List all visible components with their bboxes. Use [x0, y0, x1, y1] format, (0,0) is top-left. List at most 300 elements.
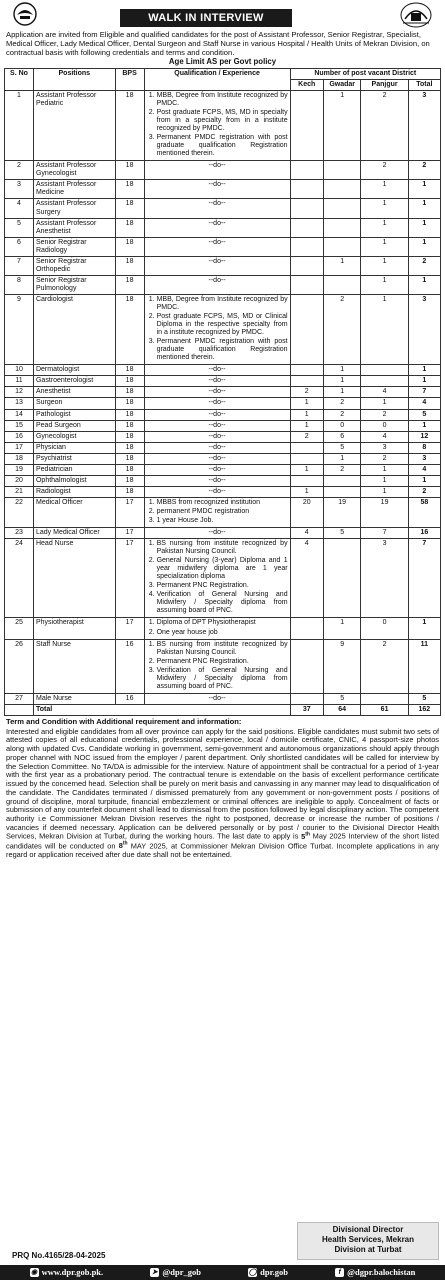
cell-gwadar: 1: [323, 618, 361, 639]
cell-total: 1: [408, 618, 440, 639]
cell-total: 5: [408, 693, 440, 704]
qualification-list: [147, 641, 288, 691]
terms-title: Term and Condition with Additional requirement and information:: [6, 716, 242, 726]
cell-gwadar: 1: [323, 453, 361, 464]
cell-panjgur: 1: [361, 180, 408, 199]
cell-position: Assistant Professor Surgery: [33, 199, 115, 218]
cell-position: Cardiologist: [33, 294, 115, 364]
cell-bps: 18: [115, 161, 144, 180]
cell-gwadar: [323, 199, 361, 218]
qualification-list: [147, 619, 288, 636]
cell-total: 12: [408, 431, 440, 442]
header-positions: Positions: [33, 68, 115, 90]
cell-kech: 2: [290, 431, 323, 442]
cell-total: 1: [408, 237, 440, 256]
total-p: 61: [361, 704, 408, 715]
cell-empty: [5, 704, 34, 715]
cell-position: Surgeon: [33, 398, 115, 409]
cell-kech: [290, 180, 323, 199]
cell-gwadar: 5: [323, 528, 361, 539]
cell-panjgur: 1: [361, 464, 408, 475]
cell-sno: 24: [5, 539, 34, 618]
cell-gwadar: 0: [323, 420, 361, 431]
cell-panjgur: [361, 376, 408, 387]
cell-position: Assistant Professor Gynecologist: [33, 161, 115, 180]
table-row: [5, 453, 441, 464]
cell-position: Lady Medical Officer: [33, 528, 115, 539]
cell-gwadar: 9: [323, 639, 361, 693]
cell-qualification: --do--: [144, 420, 290, 431]
cell-gwadar: 6: [323, 431, 361, 442]
intro-paragraph: Application are invited from Eligible and qualified candidates for the post of Assistant Professor, Senior Registrar, Specialist, Medical Officer, Lady Medical Officer, Dental Surgeon and Staff Nurse in various Hospital / Health Units of Mekran Division, on contractual basis with following credentials and terms and condition.: [6, 30, 430, 57]
cell-panjgur: 1: [361, 237, 408, 256]
cell-kech: 1: [290, 486, 323, 497]
cell-qualification: --do--: [144, 486, 290, 497]
cell-position: Head Nurse: [33, 539, 115, 618]
cell-bps: 18: [115, 453, 144, 464]
cell-kech: [290, 294, 323, 364]
prq-number: PRQ No.4165/28-04-2025: [12, 1251, 106, 1260]
cell-panjgur: 2: [361, 639, 408, 693]
cell-kech: 1: [290, 398, 323, 409]
cell-qualification: [144, 639, 290, 693]
cell-sno: 3: [5, 180, 34, 199]
cell-panjgur: 1: [361, 475, 408, 486]
cell-qualification: --do--: [144, 398, 290, 409]
cell-sno: 26: [5, 639, 34, 693]
cell-gwadar: 5: [323, 693, 361, 704]
table-row: [5, 475, 441, 486]
table-row: [5, 539, 441, 618]
cell-panjgur: 0: [361, 420, 408, 431]
cell-position: Male Nurse: [33, 693, 115, 704]
cell-gwadar: [323, 275, 361, 294]
cell-qualification: --do--: [144, 365, 290, 376]
total-k: 37: [290, 704, 323, 715]
cell-total: 1: [408, 475, 440, 486]
cell-kech: 2: [290, 387, 323, 398]
cell-sno: 21: [5, 486, 34, 497]
cell-total: 1: [408, 420, 440, 431]
cell-bps: 18: [115, 218, 144, 237]
cell-gwadar: [323, 539, 361, 618]
signature-line: Health Services, Mekran: [321, 1234, 415, 1244]
cell-sno: 1: [5, 90, 34, 160]
cell-gwadar: [323, 180, 361, 199]
total-t: 162: [408, 704, 440, 715]
cell-bps: 18: [115, 486, 144, 497]
cell-kech: [290, 161, 323, 180]
cell-bps: 16: [115, 639, 144, 693]
cell-sno: 8: [5, 275, 34, 294]
header-bps: BPS: [115, 68, 144, 90]
qualification-item: 1. BS nursing from institute recognized by Pakistan Nursing Council.: [157, 641, 288, 657]
cell-qualification: [144, 539, 290, 618]
cell-sno: 9: [5, 294, 34, 364]
cell-bps: 18: [115, 376, 144, 387]
cell-bps: 18: [115, 442, 144, 453]
cell-kech: 1: [290, 409, 323, 420]
cell-panjgur: 19: [361, 497, 408, 527]
qualification-item: 3. Permanent PMDC registration with post graduate qualification Registration mentioned therein.: [157, 338, 288, 362]
table-row: [5, 90, 441, 160]
cell-total: 11: [408, 639, 440, 693]
qualification-item: 2. One year house job: [157, 629, 288, 637]
table-row: [5, 639, 441, 693]
cell-qualification: [144, 90, 290, 160]
header-sno: S. No: [5, 68, 34, 90]
cell-sno: 19: [5, 464, 34, 475]
cell-total: 8: [408, 442, 440, 453]
cell-qualification: --do--: [144, 256, 290, 275]
cell-gwadar: 2: [323, 294, 361, 364]
cell-qualification: --do--: [144, 475, 290, 486]
qualification-item: 1. BS nursing from institute recognized by Pakistan Nursing Council.: [157, 540, 288, 556]
cell-position: Senior Registrar Orthopedic: [33, 256, 115, 275]
table-row: [5, 387, 441, 398]
cell-bps: 18: [115, 199, 144, 218]
cell-total: 1: [408, 199, 440, 218]
cell-gwadar: [323, 475, 361, 486]
cell-total: 7: [408, 539, 440, 618]
cell-panjgur: 1: [361, 294, 408, 364]
cell-bps: 18: [115, 475, 144, 486]
cell-qualification: --do--: [144, 453, 290, 464]
globe-icon: ◉: [31, 1268, 38, 1276]
cell-panjgur: 1: [361, 199, 408, 218]
signature-line: Division at Turbat: [334, 1244, 402, 1254]
cell-kech: [290, 453, 323, 464]
cell-sno: 16: [5, 431, 34, 442]
cell-bps: 18: [115, 237, 144, 256]
cell-qualification: --do--: [144, 409, 290, 420]
terms-body: Interested and eligible candidates from all over province can apply for the said positions. Eligible candidates must submit two sets of attested copies of all educational credentials, professional experience, local / domicile certificate, CNIC, 4 passport-size photos along with updated Cvs. Candidate working in government, semi-government and autonomous organizations should apply through proper channel with NOC issued from the employer / parent department. Only shortlisted candidates will be called for interview by the Selection Committee. No TA/DA is admissible for the interview. Nature of appointment shall be contractual for a period of 1-year with the first year as a probationary period. The contractual tenure is extendable on the basis of excellent performance certificate issued by the concerned head. Selection shall be purely on merit basis and canvassing in any manner may lead to disqualification of the candidate. The Candidates terminated / dismissed prematurely from any government or non-government posts / positions of ground of discipline, moral turpitude, financial embezzlement or criminal offences are ineligible to apply. Concealment of facts or submission of any counterfeit document shall lead to dismissal from the position followed by legal disciplinary action. The competent authority i.e Commissioner Mekran Division reserves the right to postponed, decrease or increase the number of positions / vacancies if deemed necessary. Application can be delivered personally or by post / courier to the Divisional Director Health Services, Mekran Division at Turbat, during the working hours. The last date to apply is 5th May 2025 Interview of the short listed candidates will be conducted on 8th MAY 2025, at Commissioner Mekran Division Office Turbat. Incomplete applications in any regard or application received after due date shall not be entertained.: [6, 726, 440, 859]
cell-kech: [290, 218, 323, 237]
cell-panjgur: 3: [361, 442, 408, 453]
qualification-item: 2. Permanent PNC Registration.: [157, 658, 288, 666]
cell-sno: 13: [5, 398, 34, 409]
header-gwadar: Gwadar: [323, 79, 361, 90]
footer-twitter[interactable]: ➤ @dpr_gob: [151, 1266, 201, 1277]
cell-sno: 18: [5, 453, 34, 464]
cell-gwadar: [323, 161, 361, 180]
qualification-item: 1. MBB, Degree from Institute recognized by PMDC.: [157, 92, 288, 108]
cell-panjgur: 3: [361, 539, 408, 618]
table-row: [5, 618, 441, 639]
cell-position: Pathologist: [33, 409, 115, 420]
cell-kech: 1: [290, 420, 323, 431]
cell-gwadar: 5: [323, 442, 361, 453]
cell-bps: 17: [115, 539, 144, 618]
qualification-item: 2. Post graduate FCPS, MS, MD or Clinical Diploma in the respective specialty from in a institute recognized by PMDC.: [157, 313, 288, 337]
cell-sno: 15: [5, 420, 34, 431]
table-row: [5, 376, 441, 387]
cell-position: Pead Surgeon: [33, 420, 115, 431]
cell-sno: 17: [5, 442, 34, 453]
qualification-item: 2. General Nursing (3-year) Diploma and 1 year midwifery diploma are 1 year specialization diploma: [157, 557, 288, 581]
qualification-item: 4. Verification of General Nursing and Midwifery / Specialty diploma from assuming board of PNC.: [157, 591, 288, 615]
cell-qualification: --do--: [144, 431, 290, 442]
cell-panjgur: 2: [361, 409, 408, 420]
cell-panjgur: [361, 365, 408, 376]
cell-gwadar: [323, 237, 361, 256]
table-row: [5, 497, 441, 527]
cell-panjgur: 2: [361, 161, 408, 180]
cell-qualification: --do--: [144, 528, 290, 539]
cell-kech: [290, 639, 323, 693]
table-row: [5, 409, 441, 420]
cell-sno: 4: [5, 199, 34, 218]
cell-bps: 18: [115, 365, 144, 376]
cell-total: 2: [408, 486, 440, 497]
cell-bps: 18: [115, 387, 144, 398]
cell-bps: 16: [115, 693, 144, 704]
cell-sno: 6: [5, 237, 34, 256]
footer-instagram[interactable]: ◯ dpr.gob: [248, 1266, 288, 1277]
qualification-item: 3. Permanent PNC Registration.: [157, 582, 288, 590]
cell-qualification: --do--: [144, 218, 290, 237]
table-row: [5, 528, 441, 539]
cell-gwadar: 1: [323, 376, 361, 387]
cell-kech: [290, 199, 323, 218]
table-total-row: [5, 704, 441, 715]
cell-panjgur: 1: [361, 275, 408, 294]
cell-sno: 11: [5, 376, 34, 387]
cell-total: 4: [408, 398, 440, 409]
cell-qualification: --do--: [144, 161, 290, 180]
cell-qualification: [144, 294, 290, 364]
cell-panjgur: 1: [361, 398, 408, 409]
cell-position: Gastroenterologist: [33, 376, 115, 387]
cell-gwadar: [323, 218, 361, 237]
cell-kech: 4: [290, 539, 323, 618]
qualification-item: 1. Diploma of DPT Physiotherapist: [157, 619, 288, 627]
cell-kech: 1: [290, 464, 323, 475]
cell-panjgur: 4: [361, 387, 408, 398]
cell-bps: 18: [115, 409, 144, 420]
cell-sno: 2: [5, 161, 34, 180]
cell-sno: 7: [5, 256, 34, 275]
cell-bps: 17: [115, 497, 144, 527]
cell-gwadar: 1: [323, 256, 361, 275]
cell-panjgur: [361, 693, 408, 704]
age-limit: Age Limit AS per Govt policy: [168, 56, 277, 66]
cell-total: 2: [408, 161, 440, 180]
table-row: [5, 218, 441, 237]
cell-position: Psychiatrist: [33, 453, 115, 464]
cell-total: 5: [408, 409, 440, 420]
qualification-list: [147, 499, 288, 525]
cell-sno: 27: [5, 693, 34, 704]
cell-total: 16: [408, 528, 440, 539]
cell-kech: [290, 618, 323, 639]
cell-bps: 17: [115, 618, 144, 639]
qualification-item: 1. MBB, Degree from Institute recognized by PMDC.: [157, 296, 288, 312]
cell-panjgur: 1: [361, 256, 408, 275]
table-row: [5, 420, 441, 431]
table-row: [5, 294, 441, 364]
twitter-icon: ➤: [151, 1268, 158, 1276]
cell-position: Physiotherapist: [33, 618, 115, 639]
table-row: [5, 442, 441, 453]
cell-panjgur: 1: [361, 486, 408, 497]
cell-kech: [290, 376, 323, 387]
cell-qualification: --do--: [144, 199, 290, 218]
table-row: [5, 693, 441, 704]
qualification-list: [147, 296, 288, 362]
cell-gwadar: 1: [323, 90, 361, 160]
cell-qualification: --do--: [144, 442, 290, 453]
table-row: [5, 161, 441, 180]
table-row: [5, 199, 441, 218]
signature-block: [297, 1222, 439, 1260]
cell-sno: 22: [5, 497, 34, 527]
cell-panjgur: 2: [361, 453, 408, 464]
balochistan-emblem-icon: [399, 1, 433, 29]
cell-bps: 18: [115, 398, 144, 409]
header-panjgur: Panjgur: [361, 79, 408, 90]
cell-kech: [290, 693, 323, 704]
qualification-item: 2. permanent PMDC registration: [157, 508, 288, 516]
table-row: [5, 431, 441, 442]
table-row: [5, 256, 441, 275]
cell-gwadar: 1: [323, 365, 361, 376]
cell-total: 3: [408, 90, 440, 160]
cell-position: Staff Nurse: [33, 639, 115, 693]
page-title: WALK IN INTERVIEW: [120, 9, 292, 27]
cell-total: 4: [408, 464, 440, 475]
cell-total: 2: [408, 256, 440, 275]
cell-position: Gynecologist: [33, 431, 115, 442]
header-kech: Kech: [290, 79, 323, 90]
cell-panjgur: 7: [361, 528, 408, 539]
cell-bps: 18: [115, 431, 144, 442]
table-row: [5, 486, 441, 497]
cell-sno: 12: [5, 387, 34, 398]
cell-gwadar: [323, 486, 361, 497]
cell-bps: 18: [115, 420, 144, 431]
cell-bps: 18: [115, 464, 144, 475]
cell-position: Radiologist: [33, 486, 115, 497]
qualification-item: 3. Verification of General Nursing and Midwifery / Specialty diploma from assuming board of PNC.: [157, 667, 288, 691]
cell-total: 3: [408, 294, 440, 364]
cell-qualification: --do--: [144, 464, 290, 475]
cell-total: 3: [408, 453, 440, 464]
footer-facebook[interactable]: f @dgpr.balochistan: [335, 1268, 415, 1278]
table-row: [5, 237, 441, 256]
cell-total: 58: [408, 497, 440, 527]
cell-kech: [290, 442, 323, 453]
cell-bps: 18: [115, 180, 144, 199]
cell-bps: 18: [115, 256, 144, 275]
cell-qualification: --do--: [144, 180, 290, 199]
vacancy-table: [4, 68, 441, 716]
qualification-list: [147, 92, 288, 158]
cell-position: Medical Officer: [33, 497, 115, 527]
cell-position: Senior Registrar Radiology: [33, 237, 115, 256]
cell-position: Assistant Professor Anesthetist: [33, 218, 115, 237]
cell-kech: 4: [290, 528, 323, 539]
qualification-item: 1. MBBS from recognized institution: [157, 499, 288, 507]
cell-qualification: --do--: [144, 693, 290, 704]
cell-total: 1: [408, 365, 440, 376]
cell-qualification: --do--: [144, 237, 290, 256]
footer-bar: [0, 1265, 445, 1280]
cell-qualification: --do--: [144, 376, 290, 387]
cell-bps: 18: [115, 275, 144, 294]
instagram-icon: ◯: [248, 1268, 257, 1276]
cell-sno: 5: [5, 218, 34, 237]
cell-position: Ophthalmologist: [33, 475, 115, 486]
cell-total: 7: [408, 387, 440, 398]
table-header-row: [5, 68, 441, 79]
cell-gwadar: 2: [323, 409, 361, 420]
cell-qualification: [144, 497, 290, 527]
table-body: [5, 90, 441, 715]
qualification-list: [147, 540, 288, 615]
total-label: Total: [33, 704, 290, 715]
cell-gwadar: 19: [323, 497, 361, 527]
cell-sno: 14: [5, 409, 34, 420]
cell-position: Pediatrician: [33, 464, 115, 475]
cell-total: 1: [408, 180, 440, 199]
government-logo-icon: [12, 2, 38, 26]
cell-sno: 10: [5, 365, 34, 376]
header-qualification: Qualification / Experience: [144, 68, 290, 90]
table-row: [5, 275, 441, 294]
cell-position: Anesthetist: [33, 387, 115, 398]
cell-position: Senior Registrar Pulmonology: [33, 275, 115, 294]
cell-qualification: [144, 618, 290, 639]
cell-position: Assistant Professor Medicine: [33, 180, 115, 199]
cell-gwadar: 2: [323, 398, 361, 409]
cell-qualification: --do--: [144, 387, 290, 398]
cell-position: Assistant Professor Pediatric: [33, 90, 115, 160]
cell-kech: [290, 90, 323, 160]
cell-total: 1: [408, 218, 440, 237]
cell-bps: 17: [115, 528, 144, 539]
table-row: [5, 365, 441, 376]
header-total: Total: [408, 79, 440, 90]
cell-panjgur: 1: [361, 218, 408, 237]
cell-panjgur: 0: [361, 618, 408, 639]
table-row: [5, 464, 441, 475]
cell-bps: 18: [115, 294, 144, 364]
cell-position: Dermatologist: [33, 365, 115, 376]
footer-website[interactable]: ◉ www.dpr.gob.pk.: [31, 1266, 104, 1277]
cell-total: 1: [408, 275, 440, 294]
qualification-item: 2. Post graduate FCPS, MS, MD in specialty from in a specialty from in a institute recognized by PMDC.: [157, 109, 288, 133]
cell-gwadar: 2: [323, 464, 361, 475]
table-row: [5, 398, 441, 409]
cell-sno: 20: [5, 475, 34, 486]
cell-kech: [290, 237, 323, 256]
cell-kech: [290, 365, 323, 376]
cell-qualification: --do--: [144, 275, 290, 294]
cell-panjgur: 4: [361, 431, 408, 442]
cell-bps: 18: [115, 90, 144, 160]
cell-kech: [290, 256, 323, 275]
total-g: 64: [323, 704, 361, 715]
cell-gwadar: 1: [323, 387, 361, 398]
cell-panjgur: 2: [361, 90, 408, 160]
cell-kech: 20: [290, 497, 323, 527]
signature-line: Divisional Director: [332, 1225, 404, 1234]
facebook-icon: f: [335, 1268, 344, 1277]
header-vacant: Number of post vacant District: [290, 68, 440, 79]
header: [4, 0, 441, 30]
cell-total: 1: [408, 376, 440, 387]
